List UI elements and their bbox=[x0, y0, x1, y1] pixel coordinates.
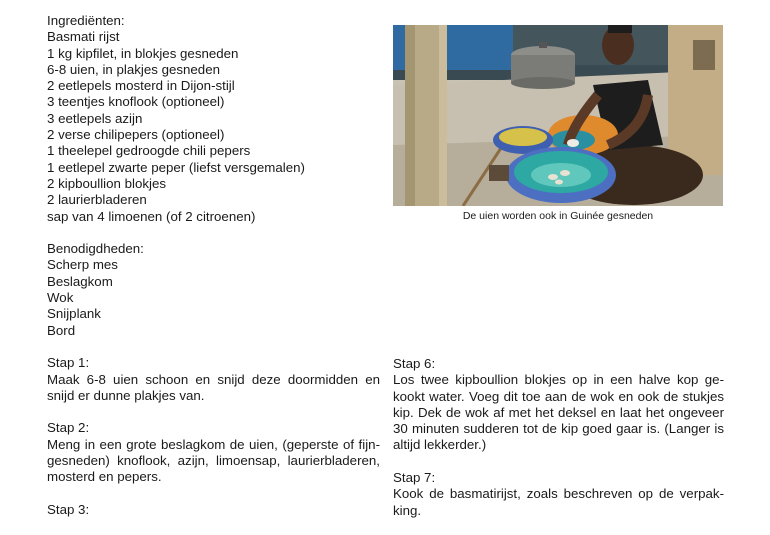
list-item: Beslagkom bbox=[47, 273, 113, 289]
equipment-heading: Benodigdheden: bbox=[47, 241, 144, 257]
step-7 bbox=[393, 470, 724, 519]
step-2 bbox=[47, 420, 380, 485]
ingredients-heading: Ingrediënten: bbox=[47, 13, 125, 28]
list-item: Basmati rijst bbox=[47, 29, 120, 45]
equipment-list bbox=[47, 257, 380, 338]
list-item: 1 theelepel gedroogde chili pepers bbox=[47, 143, 251, 159]
step-title: Stap 7: bbox=[393, 470, 436, 486]
ingredients-list bbox=[47, 29, 380, 225]
list-item: 2 kipboullion blokjes bbox=[47, 175, 167, 191]
step-title: Stap 6: bbox=[393, 356, 436, 371]
photo-caption: De uien worden ook in Guinée gesneden bbox=[462, 210, 654, 222]
step-title: Stap 1: bbox=[47, 355, 90, 371]
photo-onion-cutting bbox=[393, 25, 723, 206]
right-column bbox=[393, 356, 724, 535]
list-item: 1 eetlepel zwarte peper (liefst versgemalen) bbox=[47, 159, 305, 175]
step-1 bbox=[47, 355, 380, 404]
step-text: Kook de basmatirijst, zoals beschreven op de verpakking. bbox=[393, 486, 724, 518]
step-text: Maak 6-8 uien schoon en snijd deze doormidden en snijd er dunne plakjes van. bbox=[47, 371, 380, 403]
list-item: Bord bbox=[47, 322, 76, 338]
step-title: Stap 2: bbox=[47, 420, 90, 436]
list-item: 2 verse chilipepers (optioneel) bbox=[47, 127, 225, 143]
left-column bbox=[47, 13, 380, 535]
step-title: Stap 3: bbox=[47, 501, 90, 517]
list-item: 6-8 uien, in plakjes gesneden bbox=[47, 61, 220, 77]
list-item: 2 laurierbladeren bbox=[47, 192, 147, 208]
list-item: Wok bbox=[47, 290, 74, 306]
list-item: 3 eetlepels azijn bbox=[47, 110, 143, 126]
list-item: sap van 4 limoenen (of 2 citroenen) bbox=[47, 208, 256, 224]
list-item: 3 teentjes knoflook (optioneel) bbox=[47, 94, 225, 110]
step-text: Los twee kipboullion blokjes op in een halve kop gekookt water. Voeg dit toe aan de wok en ook de stukjes kip. Dek de wok af met het deksel en laat het ongeveer 30 minuten sudderen tot de kip goed gaar is. (Langer is altijd lekkerder.) bbox=[393, 372, 724, 453]
list-item: Snijplank bbox=[47, 306, 101, 322]
step-text: Meng in een grote beslagkom de uien, (geperste of fijngesneden) knoflook, azijn, limoensap, laurierbladeren, mosterd en pepers. bbox=[47, 436, 380, 485]
step-3 bbox=[47, 502, 380, 518]
list-item: 2 eetlepels mosterd in Dijon-stijl bbox=[47, 78, 235, 94]
list-item: 1 kg kipfilet, in blokjes gesneden bbox=[47, 45, 239, 61]
list-item: Scherp mes bbox=[47, 257, 118, 273]
step-6 bbox=[393, 356, 724, 454]
